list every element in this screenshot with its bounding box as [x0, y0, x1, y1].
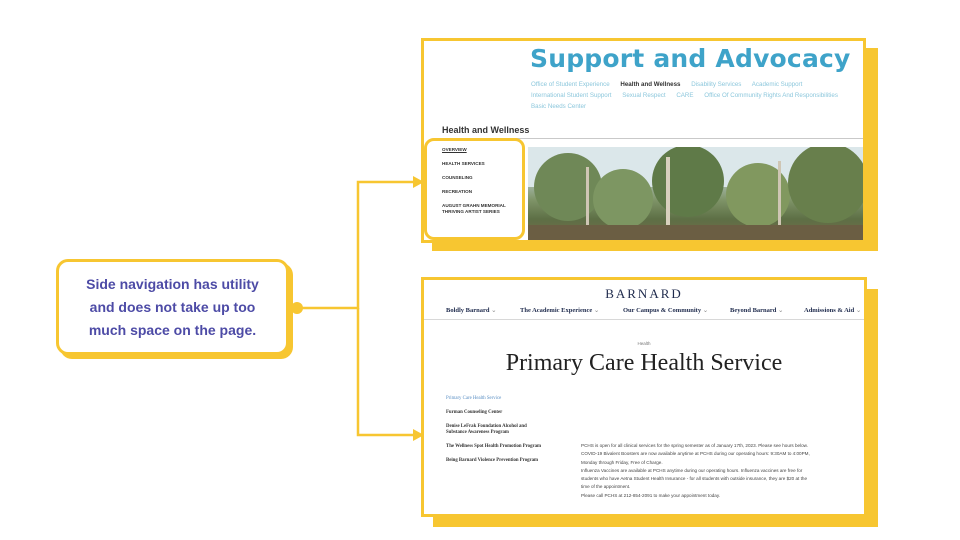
side-nav-violence-prevention[interactable]: Being Barnard Violence Prevention Program: [446, 458, 539, 463]
side-nav-overview[interactable]: OVERVIEW: [442, 147, 467, 152]
callout-text: Side navigation has utility and does not take up too much space on the page.: [86, 275, 259, 338]
section-title: Health and Wellness: [442, 125, 530, 135]
side-nav-furman-counseling[interactable]: Furman Counseling Center: [446, 410, 503, 415]
chevron-down-icon: ⌄: [778, 307, 784, 314]
nav-item-admissions-aid[interactable]: Admissions & Aid ⌄: [804, 307, 862, 314]
body-line: Monday through Friday, Free of Charge.: [581, 459, 663, 465]
side-nav-primary-care[interactable]: Primary Care Health Service: [446, 396, 502, 401]
divider: [424, 319, 864, 320]
side-nav-recreation[interactable]: RECREATION: [442, 189, 473, 194]
nav-item-international-support[interactable]: International Student Support: [531, 92, 612, 99]
body-line: time of the appointment.: [581, 484, 631, 490]
body-line: Please call PCHS at 212-854-2091 to make your appointment today.: [581, 492, 721, 498]
nav-item-health-wellness[interactable]: Health and Wellness: [620, 81, 681, 88]
side-nav-artist-series[interactable]: AUGUST GRAHN MEMORIAL THRIVING ARTIST SERIES: [442, 203, 506, 214]
chevron-down-icon: ⌄: [702, 307, 709, 314]
photo-trees-illustration: [528, 147, 866, 243]
nav-item-disability-services[interactable]: Disability Services: [691, 81, 742, 88]
breadcrumb[interactable]: Health: [637, 341, 651, 346]
barnard-logo[interactable]: BARNARD: [605, 286, 683, 301]
nav-item-basic-needs[interactable]: Basic Needs Center: [531, 103, 587, 110]
campus-trees-photo: [528, 147, 866, 243]
nav-item-sexual-respect[interactable]: Sexual Respect: [622, 92, 666, 99]
side-nav-highlight: [424, 138, 525, 240]
body-line: Influenza Vaccines are available at PCHS anytime during our operating hours. Influenza vaccines are free for: [581, 467, 803, 473]
callout-box: [56, 259, 289, 355]
nav-item-boldly-barnard[interactable]: Boldly Barnard ⌄: [446, 307, 497, 314]
side-nav-wellness-spot[interactable]: The Wellness Spot Health Promotion Program: [446, 444, 542, 449]
nav-item-academic-support[interactable]: Academic Support: [751, 81, 803, 88]
side-nav-lefrak-program[interactable]: Denise LeFrak Foundation Alcohol and Substance Awareness Program: [446, 424, 527, 435]
divider: [581, 515, 851, 516]
service-announcement: [581, 442, 851, 500]
chevron-down-icon: ⌄: [593, 307, 600, 314]
nav-item-beyond-barnard[interactable]: Beyond Barnard ⌄: [730, 307, 784, 314]
body-line: PCHS is open for all clinical services for the spring semester as of January 17th, 2023. Please see hours below.: [581, 443, 808, 448]
top-nav: [531, 79, 866, 112]
connector-dot: [291, 302, 303, 314]
nav-item-community-rights[interactable]: Office Of Community Rights And Responsibilities: [704, 92, 838, 99]
barnard-screenshot: [421, 277, 867, 517]
chevron-down-icon: ⌄: [855, 307, 862, 314]
body-line: students who have Aetna Student Health Insurance - for all students with outside insurance, they are $20 at the: [581, 476, 807, 482]
nav-item-academic-experience[interactable]: The Academic Experience ⌄: [520, 307, 600, 314]
side-nav-health-services[interactable]: HEALTH SERVICES: [442, 161, 485, 166]
chevron-down-icon: ⌄: [491, 307, 497, 314]
body-line: COVID-19 Bivalent Boosters are now available anytime at PCHS during our operating hours: 9:30AM to 4:00PM,: [581, 451, 810, 457]
side-nav: [446, 396, 546, 464]
nav-item-campus-community[interactable]: Our Campus & Community ⌄: [623, 307, 709, 314]
page-title: Support and Advocacy: [530, 44, 851, 73]
side-nav-counseling[interactable]: COUNSELING: [442, 175, 473, 180]
page-title: Primary Care Health Service: [505, 350, 783, 376]
nav-item-care[interactable]: CARE: [676, 92, 694, 99]
nav-item-student-experience[interactable]: Office of Student Experience: [531, 81, 610, 88]
